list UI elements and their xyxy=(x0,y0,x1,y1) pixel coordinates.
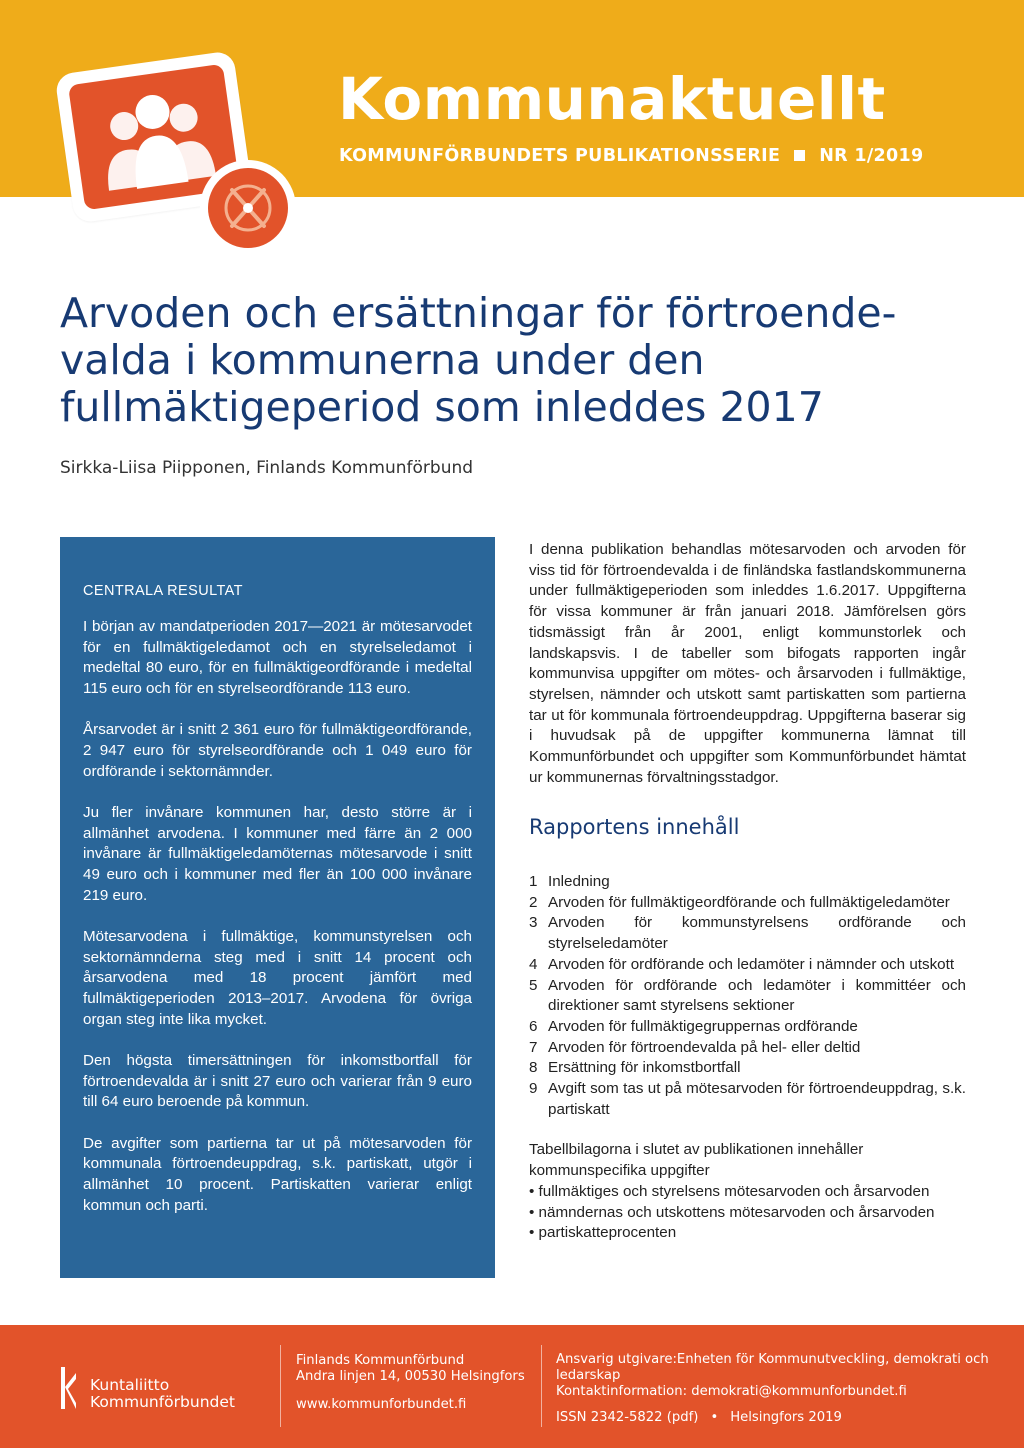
publication-brand: Kommunaktuellt xyxy=(338,65,886,133)
footer-brand xyxy=(90,1377,235,1411)
footer-org: Finlands Kommunförbund xyxy=(296,1353,465,1368)
footer-divider xyxy=(541,1345,542,1427)
compass-tools-icon xyxy=(208,168,288,248)
footer-address: Andra linjen 14, 00530 Helsingfors xyxy=(296,1369,525,1384)
footer-divider xyxy=(280,1345,281,1427)
toc-item xyxy=(529,1058,966,1079)
bullet-dot-icon: • xyxy=(529,1224,539,1242)
toc-item-text: Arvoden för fullmäktigegruppernas ordförande xyxy=(548,1017,858,1035)
appendix-bullet-text: nämndernas och utskottens mötesarvoden och årsarvoden xyxy=(538,1203,935,1221)
toc-item-number: 5 xyxy=(529,976,538,994)
title-line-2: valda i kommunerna under den xyxy=(60,336,705,384)
footer-issn: ISSN 2342-5822 (pdf) xyxy=(556,1410,699,1425)
toc-item-number: 1 xyxy=(529,873,538,890)
toc-item-text: Arvoden för ordförande och ledamöter i nämnder och utskott xyxy=(548,955,955,973)
appendix-bullet xyxy=(529,1182,935,1203)
toc-heading: Rapportens innehåll xyxy=(529,815,740,839)
toc-item-number: 7 xyxy=(529,1038,538,1056)
result-paragraph-5: Den högsta timersättningen för inkomstbortfall för förtroendevalda är i snitt 27 euro och varierar från 9 euro till 64 euro beroende på kommun. xyxy=(83,1052,472,1111)
issue-number: NR 1/2019 xyxy=(819,146,924,166)
title-line-1: Arvoden och ersättningar för förtroende- xyxy=(60,289,897,337)
appendix-bullet xyxy=(529,1223,935,1244)
appendix-bullet xyxy=(529,1203,935,1224)
bullet-dot-icon: • xyxy=(529,1183,539,1200)
footer-publisher: Ansvarig utgivare:Enheten för Kommunutveckling, demokrati och ledarskap xyxy=(556,1352,989,1383)
result-paragraph-2: Årsarvodet är i snitt 2 361 euro för fullmäktigeordförande, 2 947 euro för styrelseordförande och 1 049 euro för ordförande i sektornämnder. xyxy=(83,721,472,780)
toc-item xyxy=(529,893,966,914)
toc-item xyxy=(529,976,966,1017)
bullet-separator-icon: • xyxy=(710,1410,719,1425)
intro-paragraph: I denna publikation behandlas mötesarvoden och arvoden för viss tid för förtroendevalda i de finländska fastlandskommunerna under fullmäktigeperioden som inleddes 1.6.2017. Uppgifterna för vissa kommuner är från januari 2018. Jämförelsen görs tidsmässigt från år 2001, enligt kommunstorlek och landskapsvis. I de tabeller som bifogats rapporten ingår kommunvisa uppgifter om mötes- och årsarvoden i fullmäktige, styrelsen, nämnder och utskott samt partiskatten som partierna tar ut för kommunala förtroendeuppdrag. Uppgifterna baserar sig i huvudsak på de uppgifter kommunerna lämnat till Kommunförbundet och uppgifter som Kommunförbundet hämtat ur kommunernas förvaltningsstadgor. xyxy=(529,541,966,786)
toc-item-number: 3 xyxy=(529,914,538,932)
toc-item-text: Arvoden för kommunstyrelsens ordförande och styrelseledamöter xyxy=(548,914,966,953)
toc-item xyxy=(529,1038,966,1059)
toc-item-text: Arvoden för fullmäktigeordförande och fullmäktigeledamöter xyxy=(548,893,950,911)
toc-item xyxy=(529,955,966,976)
appendix-bullet-list xyxy=(529,1182,935,1244)
result-paragraph-1: I början av mandatperioden 2017—2021 är mötesarvodet för en fullmäktigeledamot och en styrelseledamot i medeltal 80 euro, för en fullmäktigeordförande i medeltal 115 euro och för en styrelseordförande 113 euro. xyxy=(83,618,472,697)
footer-publisher-block xyxy=(556,1352,1006,1426)
toc-item-text: Avgift som tas ut på mötesarvoden för förtroendeuppdrag, s.k. partiskatt xyxy=(548,1080,966,1118)
result-paragraph-4: Mötesarvodena i fullmäktige, kommunstyrelsen och sektornämnderna steg med i snitt 14 procent och årsarvodena med 18 procent jämfört med fullmäktigeperioden 2013–2017. Arvodena för övriga organ steg inte lika mycket. xyxy=(83,928,472,1028)
toc-item xyxy=(529,872,966,893)
appendix-bullet-text: partiskatteprocenten xyxy=(538,1224,677,1242)
footer-website-link[interactable]: www.kommunforbundet.fi xyxy=(296,1397,467,1412)
toc-item-text: Arvoden för förtroendevalda på hel- eller deltid xyxy=(548,1038,861,1056)
page-title xyxy=(60,290,980,431)
appendix-intro: Tabellbilagorna i slutet av publikationen innehåller kommunspecifika uppgifter xyxy=(529,1141,864,1179)
footer-brand-line-2: Kommunförbundet xyxy=(90,1393,235,1411)
kuntaliitto-logo-icon xyxy=(58,1365,78,1411)
tools-badge xyxy=(200,160,296,256)
footer-place-year: Helsingfors 2019 xyxy=(730,1410,842,1425)
toc-item-number: 2 xyxy=(529,893,538,911)
toc-item xyxy=(529,1017,966,1038)
appendix-bullet-text: fullmäktiges och styrelsens mötesarvoden och årsarvoden xyxy=(538,1183,930,1200)
result-paragraph-6: De avgifter som partierna tar ut på mötesarvoden för kommunala förtroendeuppdrag, s.k. partiskatt, utgör i allmänhet 10 procent. Partiskatten varierar enligt kommun och parti. xyxy=(83,1134,472,1214)
key-results-box xyxy=(60,537,495,1278)
toc-item xyxy=(529,913,966,954)
header-band xyxy=(0,0,1024,197)
footer-band xyxy=(0,1325,1024,1448)
toc-item-text: Inledning xyxy=(548,873,610,890)
author-line: Sirkka-Liisa Piipponen, Finlands Kommunförbund xyxy=(60,458,474,478)
toc-item-number: 9 xyxy=(529,1080,538,1098)
toc-item-number: 4 xyxy=(529,955,538,973)
series-line xyxy=(339,146,923,166)
footer-address-block xyxy=(296,1353,525,1413)
toc-item-number: 8 xyxy=(529,1059,538,1077)
footer-brand-line-1: Kuntaliitto xyxy=(90,1376,170,1394)
footer-issn-line xyxy=(556,1410,1006,1426)
key-results-heading: CENTRALA RESULTAT xyxy=(83,583,243,599)
toc-list xyxy=(529,872,966,1120)
series-label: KOMMUNFÖRBUNDETS PUBLIKATIONSSERIE xyxy=(339,146,781,166)
bullet-dot-icon: • xyxy=(529,1203,539,1221)
toc-item-text: Ersättning för inkomstbortfall xyxy=(548,1059,741,1077)
footer-contact: Kontaktinformation: demokrati@kommunforbundet.fi xyxy=(556,1384,907,1399)
toc-item-text: Arvoden för ordförande och ledamöter i kommittéer och direktioner samt styrelsens sektioner xyxy=(548,976,966,1015)
title-line-3: fullmäktigeperiod som inleddes 2017 xyxy=(60,383,824,431)
toc-item xyxy=(529,1079,966,1120)
square-separator-icon xyxy=(794,150,805,161)
result-paragraph-3: Ju fler invånare kommunen har, desto större är i allmänhet arvodena. I kommuner med färre än 2 000 invånare är fullmäktigeledamöternas mötesarvode i snitt 49 euro och i kommuner med fler än 100 000 invånare 219 euro. xyxy=(83,804,472,904)
toc-item-number: 6 xyxy=(529,1017,538,1035)
